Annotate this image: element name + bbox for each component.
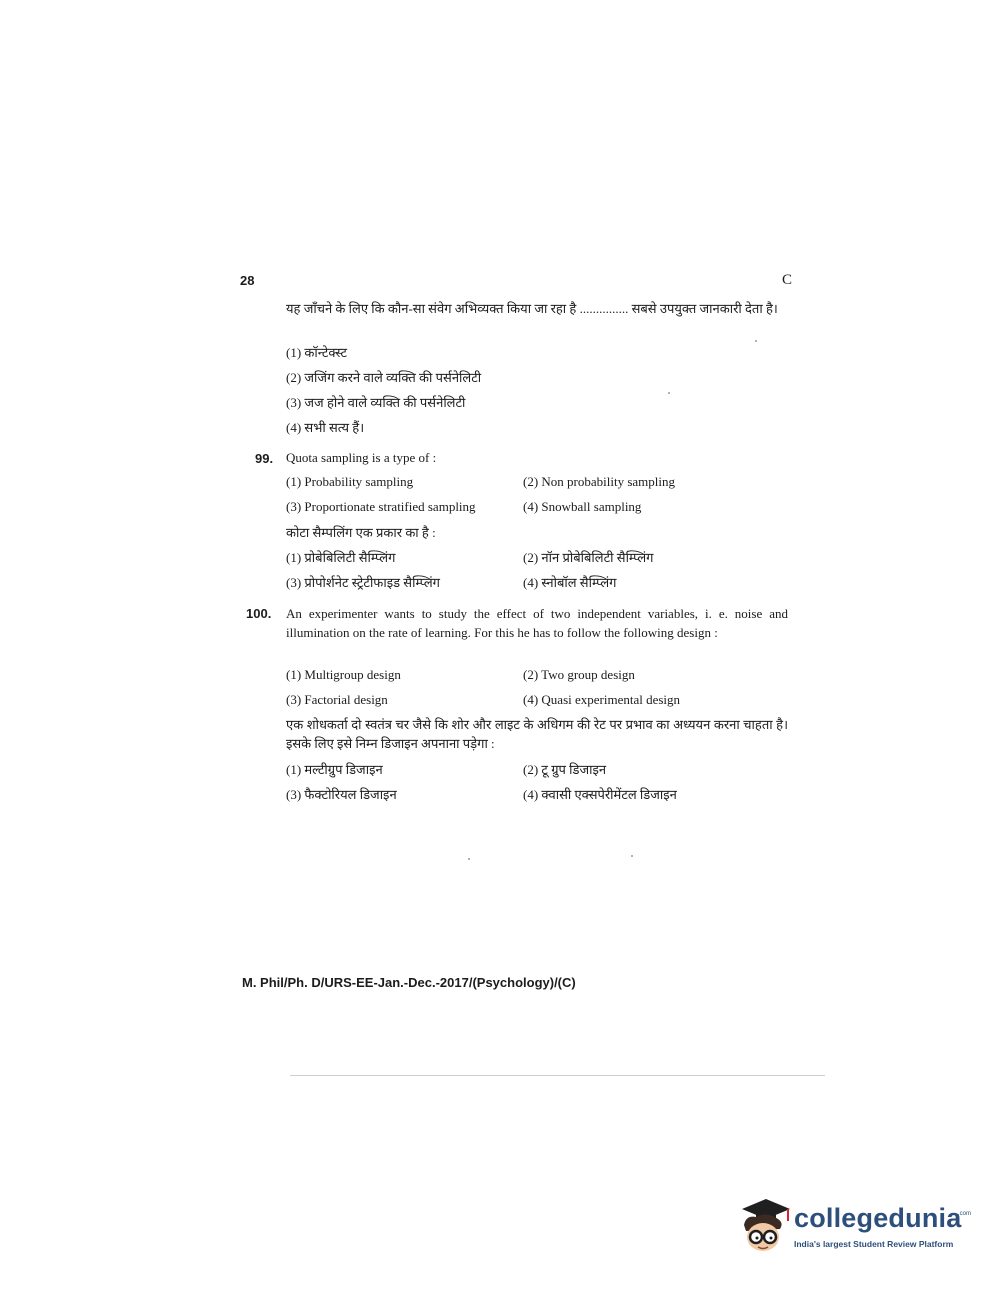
q100-option-2: (2) Two group design (523, 667, 635, 682)
logo-domain-suffix: .com (958, 1211, 972, 1217)
logo-wordmark: collegedunia (794, 1203, 962, 1233)
q99-option-4-hindi: (4) स्नोबॉल सैम्प्लिंग (523, 575, 617, 590)
q99-option-4: (4) Snowball sampling (523, 499, 642, 514)
q99-option-3-hindi: (3) प्रोपोर्शनेट स्ट्रेटीफाइड सैम्प्लिंग (286, 575, 440, 590)
scan-speck (468, 858, 470, 860)
q99-option-1-hindi: (1) प्रोबेबिलिटी सैम्प्लिंग (286, 550, 396, 565)
mascot-icon (736, 1195, 792, 1261)
divider-line (290, 1075, 825, 1076)
q98-option-2-hindi: (2) जजिंग करने वाले व्यक्ति की पर्सनेलिटी (286, 370, 482, 385)
q100-option-2-hindi: (2) टू ग्रुप डिजाइन (523, 762, 607, 777)
q100-option-1: (1) Multigroup design (286, 667, 401, 682)
q100-option-3: (3) Factorial design (286, 692, 388, 707)
scan-speck (631, 855, 633, 857)
q98-option-4-hindi: (4) सभी सत्य हैं। (286, 420, 365, 435)
collegedunia-logo (736, 1195, 972, 1265)
q100-stem-hindi: एक शोधकर्ता दो स्वतंत्र चर जैसे कि शोर और लाइट के अधिगम की रेट पर प्रभाव का अध्ययन करना चाहता है। इसके लिए इसे निम्न डिजाइन अपनाना पड़ेगा : (286, 717, 788, 751)
q99-option-1: (1) Probability sampling (286, 474, 414, 489)
set-code: C (782, 272, 793, 288)
q99-stem: Quota sampling is a type of : (286, 450, 437, 465)
q100-option-4: (4) Quasi experimental design (523, 692, 681, 707)
q100-option-4-hindi: (4) क्वासी एक्सपेरीमेंटल डिजाइन (523, 787, 677, 802)
q99-stem-hindi: कोटा सैम्पलिंग एक प्रकार का है : (286, 525, 436, 540)
q100-number: 100. (246, 606, 272, 621)
q100-option-1-hindi: (1) मल्टीग्रुप डिजाइन (286, 762, 383, 777)
q100-option-3-hindi: (3) फैक्टोरियल डिजाइन (286, 787, 397, 802)
scan-speck (755, 340, 757, 342)
q99-option-3: (3) Proportionate stratified sampling (286, 499, 476, 514)
page-number: 28 (240, 273, 255, 288)
q99-option-2: (2) Non probability sampling (523, 474, 676, 489)
q98-stem-hindi: यह जाँचने के लिए कि कौन-सा संवेग अभिव्यक्त किया जा रहा है ............... सबसे उपयुक्त जानकारी देता है। (286, 301, 778, 316)
exam-footer: M. Phil/Ph. D/URS-EE-Jan.-Dec.-2017/(Psychology)/(C) (242, 975, 576, 990)
q99-number: 99. (255, 451, 274, 466)
logo-tagline: India's largest Student Review Platform (794, 1239, 954, 1249)
q98-option-1-hindi: (1) कॉन्टेक्स्ट (286, 345, 348, 360)
scan-speck (668, 392, 670, 394)
q98-option-3-hindi: (3) जज होने वाले व्यक्ति की पर्सनेलिटी (286, 395, 466, 410)
q99-option-2-hindi: (2) नॉन प्रोबेबिलिटी सैम्प्लिंग (523, 550, 654, 565)
q100-stem: An experimenter wants to study the effect of two independent variables, i. e. noise and illumination on the rate of learning. For this he has to follow the following design : (286, 606, 788, 640)
